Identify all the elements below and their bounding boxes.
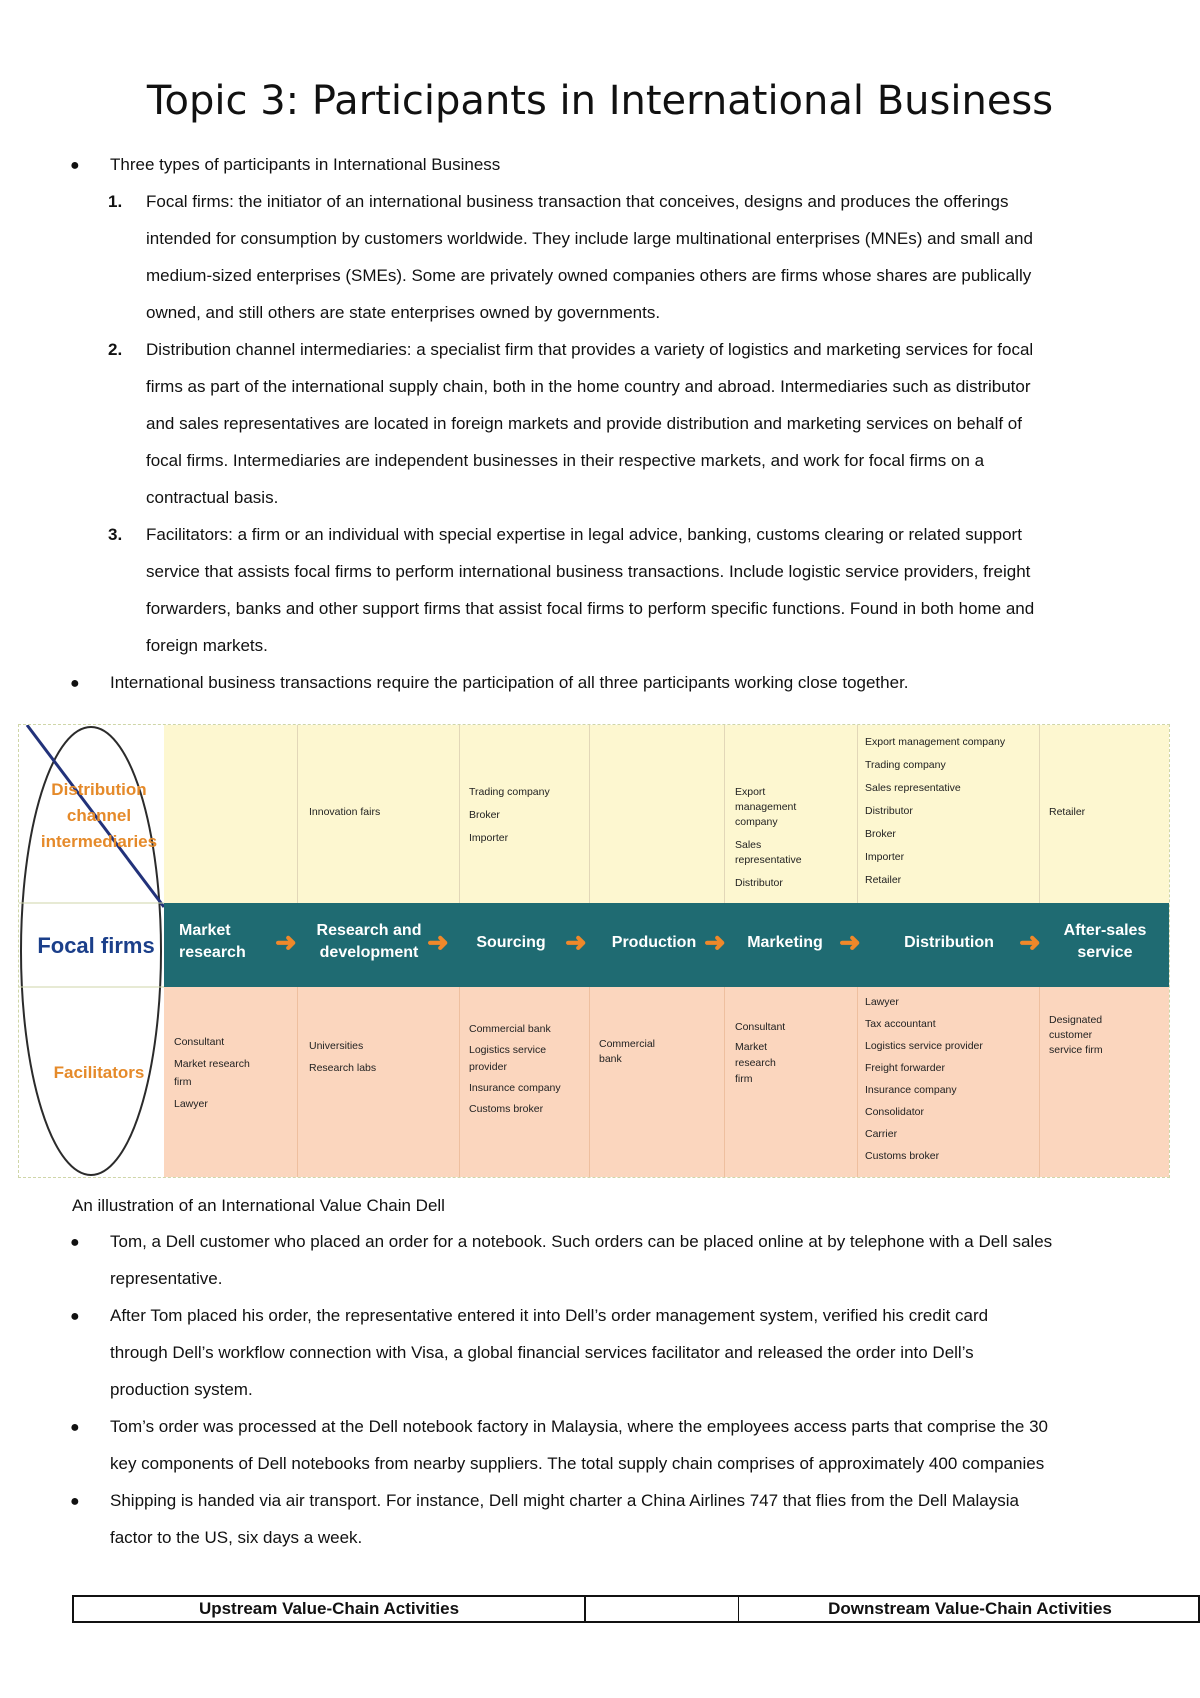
dell-bullet-line: factor to the US, six days a week. [110,1528,363,1547]
intermediaries-cell: Trading company Broker Importer [469,786,550,844]
row-labels-panel [19,725,164,1177]
bullet-icon: ● [70,1308,80,1325]
facilitators-cell: Commercial bank [599,1038,656,1065]
page-title: Topic 3: Participants in International Business [146,78,1054,124]
column-divider [857,987,858,1177]
table-divider [738,1597,739,1621]
facilitators-cell: Consultant Market research firm [735,1021,786,1085]
arrow-right-icon: ➜ [1019,927,1041,957]
label-focal-firms: Focal firms [37,933,155,958]
type-number: 1. [108,192,123,211]
stage-research-development: Research and development [316,922,422,961]
type-line: and sales representatives are located in foreign markets and provide distribution and marketing services on behalf of [146,414,1022,433]
column-divider [459,725,460,903]
bullet-icon: ● [70,1234,80,1251]
intro-bullet: Three types of participants in International Business [110,155,501,174]
type-number: 3. [108,525,123,544]
type-line: foreign markets. [146,636,268,655]
dell-heading: An illustration of an International Value Chain Dell [72,1196,445,1215]
intermediaries-cell: Retailer [1049,806,1086,818]
dell-bullet-line: After Tom placed his order, the representative entered it into Dell’s order management system, verified his credit card [110,1306,989,1325]
dell-bullet-line: through Dell’s workflow connection with Visa, a global financial services facilitator and released the order into Dell’s [110,1343,974,1362]
facilitators-cell: Commercial bank Logistics service provider Insurance company Customs broker [469,1023,561,1115]
column-divider [589,725,590,903]
facilitators-cell: Consultant Market research firm Lawyer [174,1036,250,1110]
type-line: Distribution channel intermediaries: a specialist firm that provides a variety of logistics and marketing services for focal [146,340,1034,359]
arrow-right-icon: ➜ [565,927,587,957]
type-line: intended for consumption by customers worldwide. They include large multinational enterprises (MNEs) and small and [146,229,1033,248]
type-line: Focal firms: the initiator of an international business transaction that conceives, designs and produces the offerings [146,192,1009,211]
column-divider [297,987,298,1177]
intermediaries-cell: Export management company Sales representative Distributor [735,786,802,889]
dell-bullet-line: Tom’s order was processed at the Dell notebook factory in Malaysia, where the employees access parts that comprise the 30 [110,1417,1048,1436]
arrow-right-icon: ➜ [427,927,449,957]
dell-bullet-line: Tom, a Dell customer who placed an order for a notebook. Such orders can be placed online at by telephone with a Dell sales [110,1232,1053,1251]
type-line: forwarders, banks and other support firms that assist focal firms to perform specific functions. Found in both home and [146,599,1035,618]
facilitators-cell: Designated customer service firm [1049,1014,1103,1056]
label-intermediaries: Distribution channel intermediaries [40,780,158,851]
column-divider [1039,987,1040,1177]
intermediaries-cell: Innovation fairs [309,806,381,818]
column-divider [857,725,858,903]
downstream-header: Downstream Value-Chain Activities [828,1599,1112,1618]
column-divider [459,987,460,1177]
type-line: firms as part of the international supply chain, both in the home country and abroad. Intermediaries such as distributor [146,377,1031,396]
arrow-right-icon: ➜ [275,927,297,957]
type-line: owned, and still others are state enterprises owned by governments. [146,303,661,322]
arrow-right-icon: ➜ [839,927,861,957]
dell-bullet-line: representative. [110,1269,223,1288]
bullet-icon: ● [70,157,80,174]
stage-market-research: Market research [179,922,246,961]
column-divider [724,987,725,1177]
closing-bullet: International business transactions require the participation of all three participants working close together. [110,673,909,692]
facilitators-cell: Lawyer Tax accountant Logistics service provider Freight forwarder Insurance company Consolidator Carrier Customs broker [865,996,983,1162]
stage-sourcing: Sourcing [476,934,546,951]
upstream-header: Upstream Value-Chain Activities [198,1599,460,1618]
stage-production: Production [611,934,697,951]
type-line: contractual basis. [146,488,279,507]
column-divider [1039,725,1040,903]
column-divider [724,725,725,903]
label-facilitators: Facilitators [53,1063,145,1082]
dell-bullet-line: key components of Dell notebooks from nearby suppliers. The total supply chain comprises of approximately 400 companies [110,1454,1045,1473]
type-number: 2. [108,340,123,359]
stage-marketing: Marketing [747,934,823,951]
stage-distribution: Distribution [904,934,994,951]
column-divider [297,725,298,903]
type-line: service that assists focal firms to perform international business transactions. Include logistic service providers, freight [146,562,1031,581]
column-divider [589,987,590,1177]
arrow-right-icon: ➜ [704,927,726,957]
bullet-icon: ● [70,1419,80,1436]
value-chain-table [72,1595,1200,1623]
stage-after-sales: After-sales service [1063,922,1147,961]
facilitators-row [164,987,1169,1177]
type-line: medium-sized enterprises (SMEs). Some are privately owned companies others are firms whose shares are publically [146,266,1032,285]
type-line: Facilitators: a firm or an individual with special expertise in legal advice, banking, customs clearing or related support [146,525,1022,544]
facilitators-cell: Universities Research labs [309,1040,377,1074]
bullet-icon: ● [70,675,80,692]
bullet-icon: ● [70,1493,80,1510]
dell-bullet-line: production system. [110,1380,253,1399]
type-line: focal firms. Intermediaries are independent businesses in their respective markets, and work for focal firms on a [146,451,985,470]
intermediaries-cell: Export management company Trading company Sales representative Distributor Broker Importer Retailer [865,736,1006,886]
dell-bullet-line: Shipping is handed via air transport. For instance, Dell might charter a China Airlines 747 that flies from the Dell Malaysia [110,1491,1019,1510]
middle-header [586,1597,738,1621]
value-chain-diagram [18,724,1170,1178]
